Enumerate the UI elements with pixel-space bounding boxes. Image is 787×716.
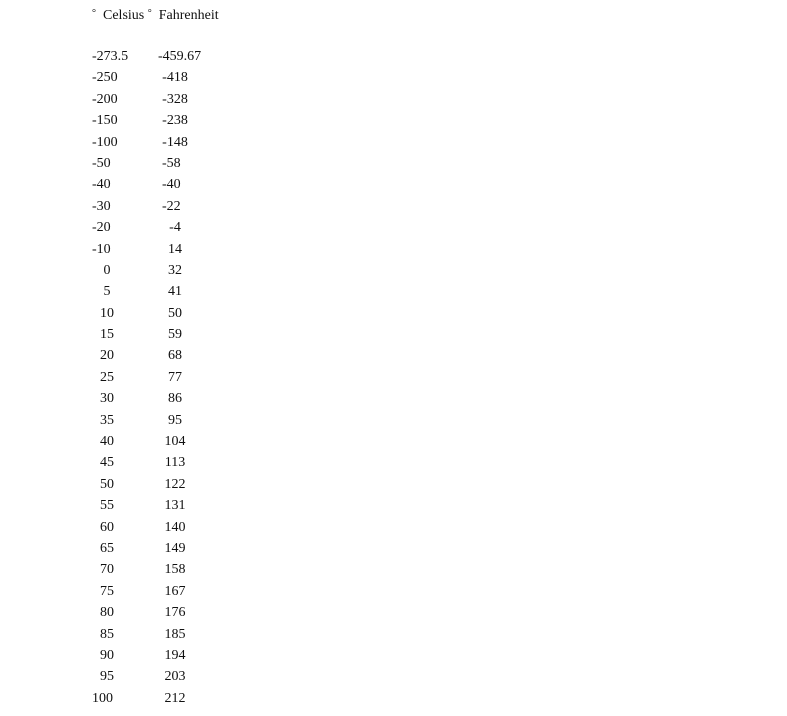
fahrenheit-value: 158 bbox=[164, 562, 186, 578]
celsius-value: -150 bbox=[92, 113, 118, 129]
fahrenheit-value: 140 bbox=[164, 519, 186, 535]
table-row bbox=[0, 495, 300, 516]
fahrenheit-value: 149 bbox=[164, 540, 186, 556]
fahrenheit-value: 212 bbox=[164, 690, 186, 706]
fahrenheit-value: 167 bbox=[164, 583, 186, 599]
fahrenheit-value: -328 bbox=[162, 91, 188, 107]
table-row bbox=[0, 46, 300, 67]
fahrenheit-value: -238 bbox=[162, 113, 188, 129]
degree-symbol: ° bbox=[147, 8, 152, 19]
table-row bbox=[0, 67, 300, 88]
table-row bbox=[0, 153, 300, 174]
celsius-value: 35 bbox=[100, 412, 114, 428]
celsius-value: 95 bbox=[100, 669, 114, 685]
table-row bbox=[0, 388, 300, 409]
fahrenheit-value: 185 bbox=[164, 626, 186, 642]
fahrenheit-value: -418 bbox=[162, 70, 188, 86]
fahrenheit-value: -22 bbox=[162, 198, 181, 214]
celsius-value: 30 bbox=[100, 391, 114, 407]
fahrenheit-value: -4 bbox=[169, 220, 181, 236]
table-row bbox=[0, 474, 300, 495]
celsius-value: -30 bbox=[92, 198, 111, 214]
table-header bbox=[92, 6, 219, 26]
fahrenheit-header: Fahrenheit bbox=[158, 8, 219, 23]
fahrenheit-value: -58 bbox=[162, 155, 181, 171]
fahrenheit-value: 113 bbox=[164, 455, 186, 471]
table-row bbox=[0, 110, 300, 131]
table-row bbox=[0, 132, 300, 153]
fahrenheit-value: 194 bbox=[164, 647, 186, 663]
celsius-value: -273.5 bbox=[92, 49, 129, 64]
celsius-value: -10 bbox=[92, 241, 111, 257]
table-row bbox=[0, 239, 300, 260]
table-row bbox=[0, 260, 300, 281]
celsius-value: -250 bbox=[92, 70, 118, 86]
table-row bbox=[0, 281, 300, 302]
celsius-value: 15 bbox=[100, 327, 114, 343]
celsius-value: 45 bbox=[100, 455, 114, 471]
celsius-value: -20 bbox=[92, 220, 111, 236]
degree-symbol: ° bbox=[92, 8, 96, 19]
table-row bbox=[0, 581, 300, 602]
celsius-value: 0 bbox=[103, 262, 111, 278]
table-row bbox=[0, 196, 300, 217]
table-row bbox=[0, 602, 300, 623]
fahrenheit-value: 14 bbox=[168, 241, 182, 257]
table-row bbox=[0, 367, 300, 388]
fahrenheit-value: 50 bbox=[168, 305, 182, 321]
fahrenheit-value: 32 bbox=[168, 262, 182, 278]
table-row bbox=[0, 174, 300, 195]
table-row bbox=[0, 538, 300, 559]
fahrenheit-value: 68 bbox=[168, 348, 182, 364]
celsius-value: 100 bbox=[92, 690, 113, 706]
table-row bbox=[0, 89, 300, 110]
table-row bbox=[0, 624, 300, 645]
fahrenheit-value: -459.67 bbox=[158, 49, 202, 64]
celsius-value: 60 bbox=[100, 519, 114, 535]
celsius-value: -200 bbox=[92, 91, 118, 107]
celsius-value: -40 bbox=[92, 177, 111, 193]
celsius-value: 85 bbox=[100, 626, 114, 642]
conversion-table bbox=[0, 46, 300, 709]
fahrenheit-value: 59 bbox=[168, 327, 182, 343]
table-row bbox=[0, 688, 300, 709]
fahrenheit-value: 203 bbox=[164, 669, 186, 685]
celsius-value: 70 bbox=[100, 562, 114, 578]
fahrenheit-value: -40 bbox=[162, 177, 181, 193]
celsius-value: 25 bbox=[100, 369, 114, 385]
table-row bbox=[0, 345, 300, 366]
celsius-value: 10 bbox=[100, 305, 114, 321]
celsius-header: Celsius bbox=[103, 8, 145, 23]
table-row bbox=[0, 410, 300, 431]
fahrenheit-value: -148 bbox=[162, 134, 188, 150]
table-row bbox=[0, 431, 300, 452]
celsius-value: -50 bbox=[92, 155, 111, 171]
table-row bbox=[0, 559, 300, 580]
celsius-value: 20 bbox=[100, 348, 114, 364]
fahrenheit-value: 131 bbox=[164, 498, 186, 514]
table-row bbox=[0, 303, 300, 324]
celsius-value: 55 bbox=[100, 498, 114, 514]
celsius-value: 65 bbox=[100, 540, 114, 556]
fahrenheit-value: 86 bbox=[168, 391, 182, 407]
celsius-value: 80 bbox=[100, 605, 114, 621]
fahrenheit-value: 41 bbox=[168, 284, 182, 300]
fahrenheit-value: 95 bbox=[168, 412, 182, 428]
celsius-value: -100 bbox=[92, 134, 118, 150]
table-row bbox=[0, 324, 300, 345]
celsius-value: 75 bbox=[100, 583, 114, 599]
celsius-value: 40 bbox=[100, 434, 114, 450]
table-row bbox=[0, 645, 300, 666]
table-row bbox=[0, 517, 300, 538]
fahrenheit-value: 104 bbox=[164, 434, 186, 450]
fahrenheit-value: 176 bbox=[164, 605, 186, 621]
celsius-value: 5 bbox=[103, 284, 111, 300]
table-row bbox=[0, 666, 300, 687]
fahrenheit-value: 77 bbox=[168, 369, 182, 385]
table-row bbox=[0, 217, 300, 238]
table-row bbox=[0, 452, 300, 473]
celsius-value: 50 bbox=[100, 476, 114, 492]
celsius-value: 90 bbox=[100, 647, 114, 663]
fahrenheit-value: 122 bbox=[164, 476, 186, 492]
